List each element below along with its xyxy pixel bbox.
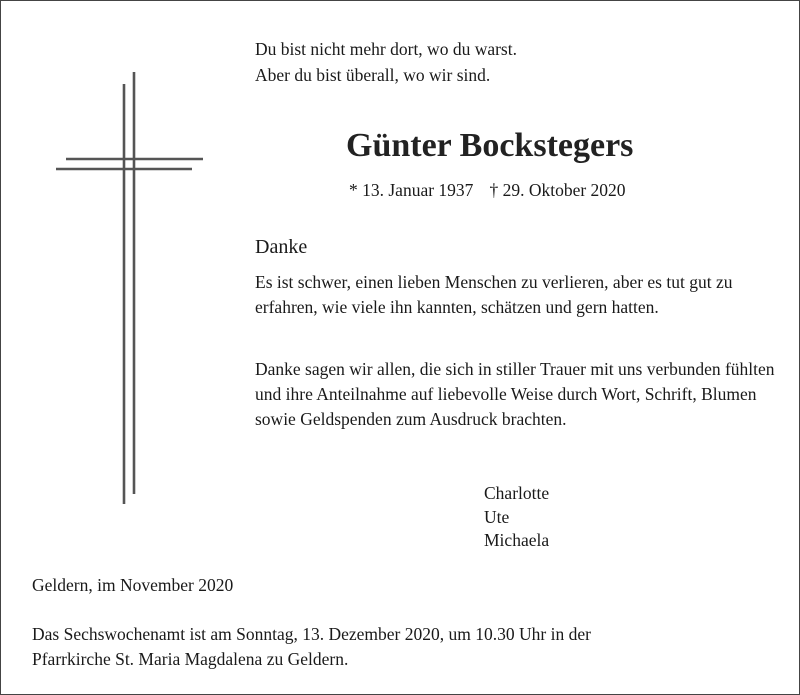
signer-name: Charlotte <box>484 483 550 503</box>
signer-name: Michaela <box>484 530 550 550</box>
mass-announcement <box>32 622 591 672</box>
mass-line-2: Pfarrkirche St. Maria Magdalena zu Geldern. <box>32 649 349 669</box>
signers-list <box>484 482 549 553</box>
deceased-name: Günter Bockstegers <box>346 127 634 164</box>
poem-line-2: Aber du bist überall, wo wir sind. <box>255 65 491 85</box>
death-date: † 29. Oktober 2020 <box>489 180 626 200</box>
thanks-paragraph-1: Es ist schwer, einen lieben Menschen zu verlieren, aber es tut gut zu erfahren, wie viele ihn kannten, schätzen und gern hatten. <box>255 272 733 317</box>
poem-line-1: Du bist nicht mehr dort, wo du warst. <box>255 39 517 59</box>
place-and-date: Geldern, im November 2020 <box>32 575 234 595</box>
signer-name: Ute <box>484 506 510 527</box>
birth-date: * 13. Januar 1937 <box>349 180 474 200</box>
life-dates <box>349 178 626 202</box>
mass-line-1: Das Sechswochenamt ist am Sonntag, 13. Dezember 2020, um 10.30 Uhr in der <box>32 624 591 644</box>
cross-icon <box>50 70 210 510</box>
thanks-paragraph-2: Danke sagen wir allen, die sich in stiller Trauer mit uns verbunden fühlten und ihre Anteilnahme auf liebevolle Weise durch Wort, Schrift, Blumen sowie Geldspenden zum Ausdruck brachten. <box>255 359 775 429</box>
thanks-heading: Danke <box>255 236 308 258</box>
memorial-poem <box>255 36 517 88</box>
